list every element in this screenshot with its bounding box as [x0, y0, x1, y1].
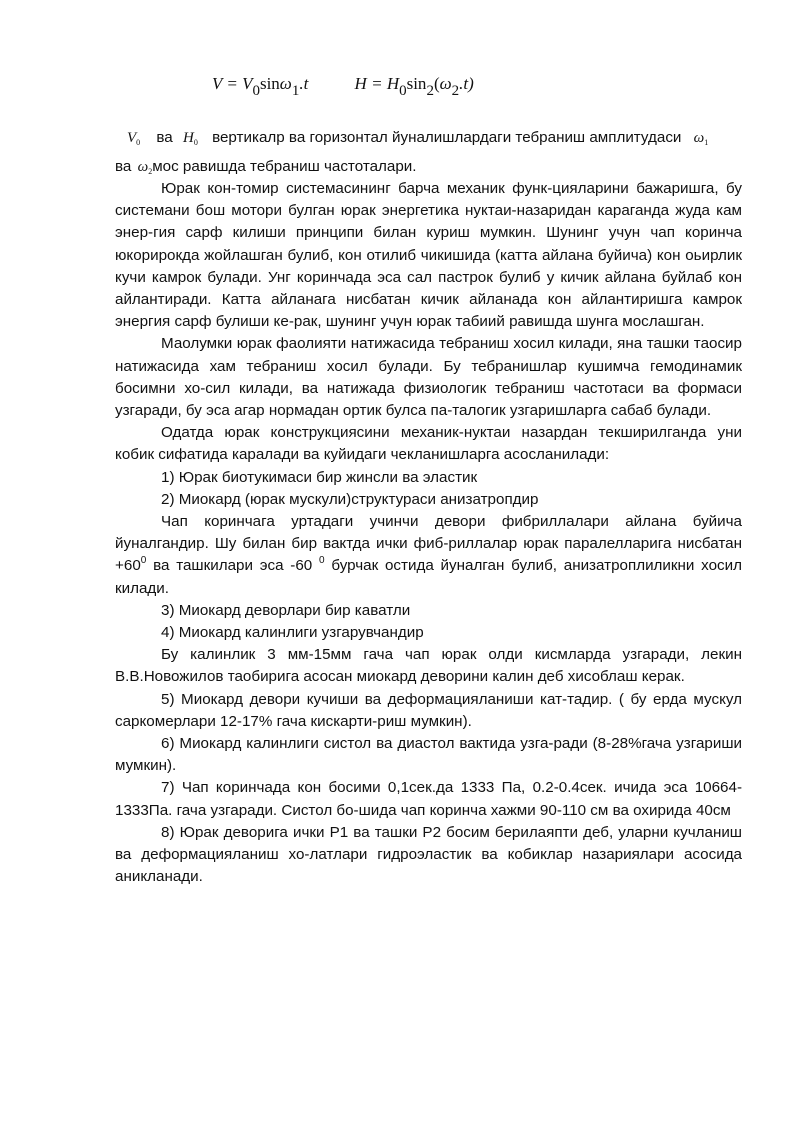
definition-line-1	[115, 126, 708, 150]
oscillation-formula	[212, 74, 474, 99]
paragraph: Юрак кон-томир системасининг барча механик функ-цияларини бажаришга, бу системани бош мотори булган юрак энергетика нуктаи-назаридан караганда жуда кам энер-гия сарф килиши принципи билан куриш мумкин. Шунинг учун чап коринча юкорирокда жойлашган булиб, кон отилиб чикишида (катта айлана буйича) кон оьирлик кучи камрок булади. Унг коринчада эса сал пастрок булиб у кичик айлана буйлаб кон айлантиради. Катта айланага нисбатан кичик айланада кон айлантиришга камрок энергия сарф булиши ке-рак, шунинг учун юрак табиий равишда шунга мослашган.	[115, 180, 742, 331]
formula-subscript: 0	[399, 83, 407, 99]
formula-function: sin	[259, 74, 280, 93]
definition-line-2	[115, 155, 417, 179]
text-fragment: ва ташкилари эса -60	[153, 557, 313, 575]
list-item: 3) Миокард деворлари бир каватли	[161, 601, 411, 619]
subscript: 0	[193, 138, 198, 147]
formula-function: sin	[406, 74, 427, 93]
definition-text: вертикалр ва горизонтал йуналишлардаги тебраниш амплитудаси	[212, 129, 682, 146]
degree-mark: 0	[140, 555, 147, 567]
h0-symbol	[183, 130, 198, 146]
symbol: V	[127, 130, 137, 146]
text-fragment: бурчак остида йуналган булиб, анизатроплиликни хосил килади.	[115, 557, 742, 597]
conjunction: ва	[115, 158, 132, 175]
paragraph	[115, 511, 742, 600]
formula-symbol: .t)	[459, 74, 474, 93]
subscript: 1	[704, 138, 709, 147]
formula-symbol: H	[354, 74, 367, 93]
paragraph: Одатда юрак конструкциясини механик-нуктаи назардан текширилганда уни кобик сифатида каралади ва куйидаги чекланишларга асосланилади:	[115, 424, 742, 464]
formula-paren: (	[433, 74, 440, 93]
paragraph: 5) Миокард девори кучиши ва деформацияланиши кат-тадир. ( бу ерда мускул саркомерлари 12-17% гача кискарти-риш мумкин).	[115, 690, 742, 730]
formula-equals: =	[366, 74, 387, 93]
list-item: 2) Миокард (юрак мускули)структураси анизатропдир	[161, 490, 539, 508]
formula-subscript: 2	[451, 83, 460, 99]
list-item: 1) Юрак биотукимаси бир жинсли ва эластик	[161, 468, 478, 486]
formula-symbol: ω	[279, 74, 292, 93]
list-item: 4) Миокард калинлиги узгарувчандир	[161, 624, 424, 642]
formula-horizontal	[354, 74, 474, 99]
body-text	[115, 178, 742, 889]
conjunction: ва	[156, 129, 173, 146]
subscript: 2	[148, 167, 153, 176]
paragraph: 6) Миокард калинлиги систол ва диастол вактида узга-ради (8-28%гача узгариши мумкин).	[115, 735, 742, 775]
formula-symbol: ω	[439, 74, 452, 93]
symbol: ω	[137, 159, 149, 175]
formula-subscript: 1	[291, 83, 300, 99]
text-fragment: Чап коринчага уртадаги учинчи девори фибриллалари айлана буйича йуналгандир. Шу билан бир вактда ички фиб-риллалар юрак паралелларига нисбатан +60	[115, 513, 742, 575]
subscript: 0	[136, 138, 141, 147]
formula-symbol: .t	[299, 74, 309, 93]
formula-equals: =	[222, 74, 243, 93]
formula-vertical	[212, 74, 309, 99]
formula-subscript: 2	[426, 83, 434, 99]
paragraph: Маолумки юрак фаолияти натижасида тебраниш хосил килади, яна ташки таосир натижасида хам тебраниш хосил булади. Бу тебранишлар кушимча гемодинамик босимни хо-сил килади, ва натижада физиологик тебраниш частотаси ва формаси узгаради, бу эса агар нормадан ортик булса па-талогик узгаришларга сабаб булади.	[115, 335, 742, 420]
paragraph: Бу калинлик 3 мм-15мм гача чап юрак олди кисмларда узгаради, лекин В.В.Новожилов таобирига асосан миокард деворини калин деб хисоблаш керак.	[115, 646, 742, 686]
definition-text: мос равишда тебраниш частоталари.	[152, 158, 417, 175]
symbol: H	[183, 130, 194, 146]
degree-mark: 0	[319, 555, 325, 567]
omega2-symbol	[138, 159, 153, 175]
paragraph: 8) Юрак деворига ички Р1 ва ташки Р2 босим берилаяпти деб, уларни кучланиш ва деформацияланиш хо-латлари гидроэластик ва кобиклар назариялари асосида аникланади.	[115, 823, 742, 886]
formula-subscript: 0	[252, 83, 260, 99]
paragraph: 7) Чап коринчада кон босими 0,1сек.да 1333 Па, 0.2-0.4сек. ичида эса 10664-1333Па. гача узгаради. Систол бо-шида чап коринча хажми 90-110 см ва охирида 40см	[115, 779, 742, 819]
formula-symbol: V	[242, 74, 253, 93]
v0-symbol	[127, 130, 140, 146]
formula-symbol: V	[212, 74, 223, 93]
formula-symbol: H	[386, 74, 400, 93]
symbol: ω	[693, 130, 705, 146]
omega1-symbol	[694, 130, 709, 146]
